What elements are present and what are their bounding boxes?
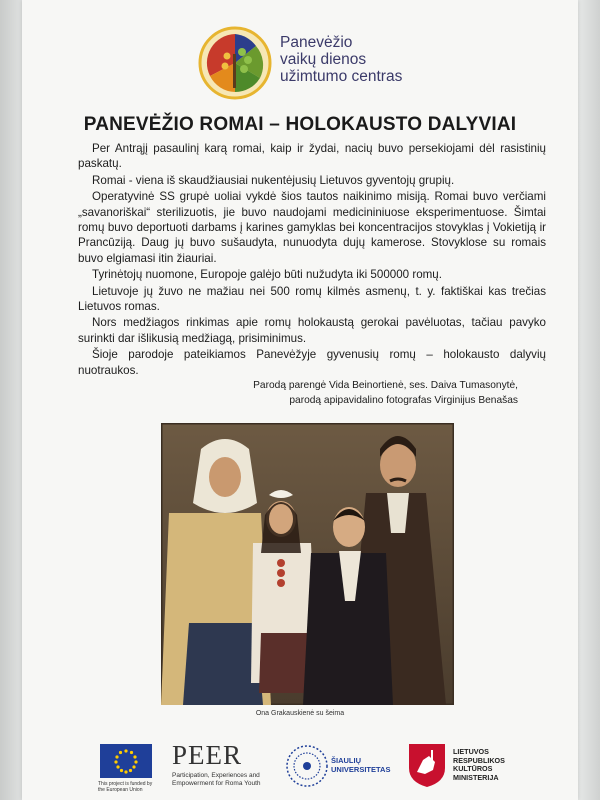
logo-line-3: užimtumo centras	[280, 68, 403, 85]
university-line-2: UNIVERSITETAS	[331, 765, 391, 774]
body-text	[78, 141, 546, 379]
family-photo	[161, 423, 454, 705]
paragraph: Romai - viena iš skaudžiausiai nukentėjusių Lietuvos gyventojų grupių.	[92, 173, 455, 187]
paragraph: Per Antrąjį pasaulinį karą romai, kaip ir žydai, nacių buvo persekiojami dėl rasistinių paskatų.	[78, 142, 546, 171]
university-line-1: ŠIAULIŲ	[331, 756, 361, 765]
poster	[22, 0, 578, 800]
photo-caption: Ona Grakauskienė su šeima	[255, 710, 345, 717]
sponsor-footer	[22, 740, 578, 796]
paragraph: Šioje parodoje pateikiamos Panevėžyje gyvenusių romų – holokausto dalyvių nuotraukos.	[78, 348, 546, 377]
credits-line-2: parodą apipavidalino fotografas Virginijus Benašas	[289, 395, 518, 406]
peer-subtitle: Participation, Experiences and Empowerment for Roma Youth	[172, 772, 261, 787]
credits-line-1: Parodą parengė Vida Beinortienė, ses. Daiva Tumasonytė,	[253, 380, 518, 391]
logo-line-2: vaikų dienos	[280, 51, 367, 68]
poster-title: PANEVĖŽIO ROMAI – HOLOKAUSTO DALYVIAI	[83, 114, 517, 135]
university-name	[331, 756, 390, 774]
ministry-line-1: LIETUVOS	[453, 747, 489, 756]
ministry-name	[453, 748, 505, 782]
eu-note: This project is funded by the European Union	[98, 781, 153, 793]
wall-right	[578, 0, 600, 800]
peer-logo: PEER	[172, 740, 243, 770]
eu-flag-icon	[100, 744, 152, 778]
center-logo	[198, 22, 438, 112]
tree-logo-icon	[198, 26, 272, 100]
ministry-line-2: RESPUBLIKOS	[453, 755, 505, 765]
logo-line-1: Panevėžio	[280, 34, 353, 51]
wall-left	[0, 0, 22, 800]
paragraph: Tyrinėtojų nuomone, Europoje galėjo būti nužudyta iki 500000 romų.	[92, 268, 442, 282]
paragraph: Nors medžiagos rinkimas apie romų holokaustą gerokai pavėluotas, tačiau pavyko surinkti dar išlikusią medžiagą, prisiminimus.	[78, 316, 546, 345]
credits	[253, 378, 518, 408]
vytis-shield-icon	[407, 742, 447, 788]
university-logo-icon	[284, 743, 330, 789]
logo-text	[280, 34, 402, 85]
ministry-line-3: KULTŪROS	[453, 764, 493, 773]
paragraph: Lietuvoje jų žuvo ne mažiau nei 500 romų kilmės asmenų, t. y. faktiškai kas trečias Lietuvos romas.	[78, 284, 546, 314]
ministry-line-4: MINISTERIJA	[453, 772, 499, 782]
paragraph: Operatyvinė SS grupė uoliai vykdė šios tautos naikinimo misiją. Romai buvo verčiami „savanoriškai“ sterilizuotis, jie buvo naudojami medicininiuose eksperimentuose. Šimtai romų buvo deportuoti darbams į karines gamyklas bei koncentracijos stovyklas į Vokietiją ir Prancūziją. Daug jų buvo sušaudyta, nunuodyta dujų kamerose. Stovyklose su romais buvo elgiamasi itin žiauriai.	[78, 190, 546, 265]
